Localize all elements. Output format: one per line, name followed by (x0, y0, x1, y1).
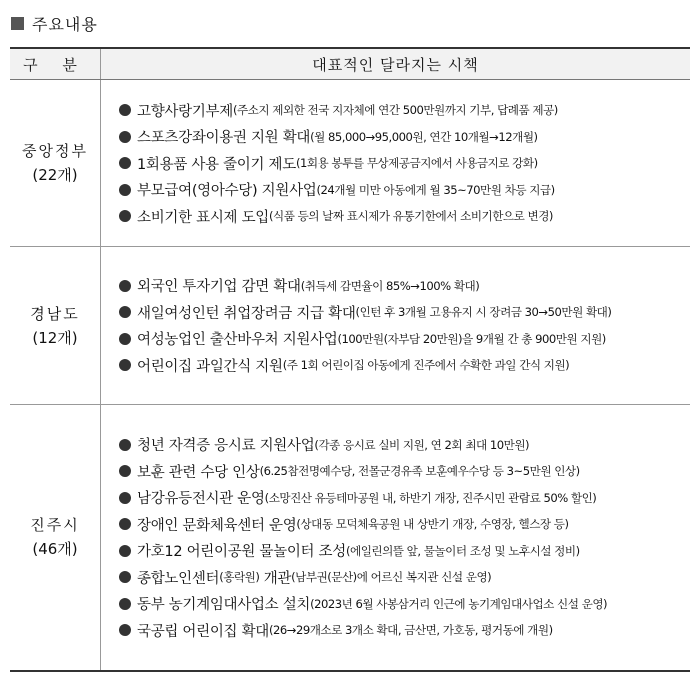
item-title: 소비기한 표시제 도입 (137, 209, 269, 226)
item-detail: (1회용 봉투를 무상제공금지에서 사용금지로 강화) (295, 156, 538, 170)
item-title: 남강유등전시관 운영 (137, 491, 265, 507)
square-bullet-icon (11, 17, 24, 30)
bullet-icon (119, 624, 131, 636)
item-title: 새일여성인턴 취업장려금 지급 확대 (137, 305, 356, 322)
section-gyeongnam (10, 247, 690, 405)
item-title: 스포츠강좌이용권 지원 확대 (137, 130, 311, 146)
item-title-suffix: 개관 (259, 570, 292, 587)
bullet-icon (119, 492, 131, 504)
list-item (119, 352, 690, 379)
section-name: 진주시 (30, 516, 80, 535)
bullet-icon (119, 306, 131, 318)
bullet-icon (119, 184, 131, 196)
item-title: 청년 자격증 응시료 지원사업 (137, 438, 315, 454)
list-item (119, 458, 690, 485)
list-item (119, 537, 690, 564)
bullet-icon (119, 518, 131, 530)
bullet-icon (119, 545, 131, 557)
section-items (101, 247, 691, 405)
item-detail: (100만원(자부담 20만원)을 9개월 간 총 900만원 지원) (337, 331, 606, 346)
bullet-icon (119, 333, 131, 345)
item-detail: (주소지 제외한 전국 지자체에 연간 500만원까지 기부, 답례품 제공) (232, 103, 558, 117)
item-detail: (인턴 후 3개월 고용유지 시 장려금 30→50만원 확대) (355, 305, 612, 320)
list-item (119, 299, 690, 326)
table-header-row (10, 48, 690, 80)
section-items (101, 80, 691, 247)
list-item (119, 590, 690, 617)
item-title: 보훈 관련 수당 인상 (137, 464, 260, 481)
item-detail: (식품 등의 날짜 표시제가 유통기한에서 소비기한으로 변경) (268, 209, 553, 223)
item-title: 동부 농기계임대사업소 설치 (137, 597, 311, 613)
item-title: 국공립 어린이집 확대 (137, 623, 269, 640)
bullet-icon (119, 131, 131, 143)
item-title: 고향사랑기부제 (137, 103, 233, 120)
item-title: 장애인 문화체육센터 운영 (137, 517, 297, 534)
list-item (119, 273, 690, 300)
item-detail: (6.25참전명예수당, 전몰군경유족 보훈예우수당 등 3~5만원 인상) (259, 464, 580, 478)
section-name: 경남도 (30, 304, 80, 323)
header-category: 구 분 (10, 48, 101, 80)
list-item (119, 484, 690, 511)
heading-text: 주요내용 (32, 14, 98, 34)
list-item (119, 617, 690, 644)
bullet-icon (119, 104, 131, 116)
bullet-icon (119, 598, 131, 610)
item-detail: (26→29개소로 3개소 확대, 금산면, 가호동, 평거동에 개원) (268, 623, 553, 637)
section-count: (22개) (32, 166, 78, 184)
policy-table (10, 47, 690, 672)
section-label (10, 80, 101, 247)
item-detail: (월 85,000→95,000원, 연간 10개월→12개월) (310, 129, 538, 144)
list-item (119, 97, 690, 124)
item-detail: (남부권(문산)에 어르신 복지관 신설 운영) (291, 570, 492, 584)
item-title: 어린이집 과일간식 지원 (137, 358, 283, 375)
item-title: 부모급여(영아수당) 지원사업 (137, 183, 317, 199)
section-count: (12개) (32, 328, 78, 347)
item-detail: (2023년 6월 사봉삼거리 인근에 농기계임대사업소 신설 운영) (310, 596, 608, 611)
list-item (119, 123, 690, 150)
list-item (119, 150, 690, 177)
list-item (119, 326, 690, 353)
section-name: 중앙정부 (22, 142, 88, 160)
header-policies: 대표적인 달라지는 시책 (101, 48, 691, 80)
section-items (101, 405, 691, 671)
item-detail: (취득세 감면율이 85%→100% 확대) (300, 278, 480, 293)
item-title: 종합노인센터 (137, 570, 220, 587)
item-detail: (홍락원) (219, 570, 260, 584)
section-count: (46개) (32, 540, 78, 559)
item-title: 외국인 투자기업 감면 확대 (137, 279, 301, 296)
item-detail: (에일린의뜰 앞, 물놀이터 조성 및 노후시설 정비) (345, 543, 580, 558)
bullet-icon (119, 280, 131, 292)
item-detail: (주 1회 어린이집 아동에게 진주에서 수확한 과일 간식 지원) (282, 358, 570, 373)
list-item (119, 203, 690, 230)
bullet-icon (119, 157, 131, 169)
list-item (119, 176, 690, 203)
item-title: 가호12 어린이공원 물놀이터 조성 (137, 544, 346, 560)
item-detail: (상대동 모덕체육공원 내 상반기 개장, 수영장, 헬스장 등) (296, 517, 569, 531)
section-heading (11, 12, 98, 34)
item-title: 여성농업인 출산바우처 지원사업 (137, 332, 338, 349)
bullet-icon (119, 439, 131, 451)
bullet-icon (119, 571, 131, 583)
item-detail: (소망진산 유등테마공원 내, 하반기 개장, 진주시민 관람료 50% 할인) (264, 490, 597, 505)
bullet-icon (119, 465, 131, 477)
list-item (119, 431, 690, 458)
section-central-government (10, 80, 690, 247)
section-jinju (10, 405, 690, 671)
list-item (119, 511, 690, 538)
item-detail: (24개월 미만 아동에게 월 35~70만원 차등 지급) (316, 182, 555, 197)
section-label (10, 247, 101, 405)
item-detail: (각종 응시료 실비 지원, 연 2회 최대 10만원) (314, 437, 530, 452)
bullet-icon (119, 210, 131, 222)
list-item (119, 564, 690, 591)
section-label (10, 405, 101, 671)
bullet-icon (119, 359, 131, 371)
item-title: 1회용품 사용 줄이기 제도 (137, 156, 296, 173)
